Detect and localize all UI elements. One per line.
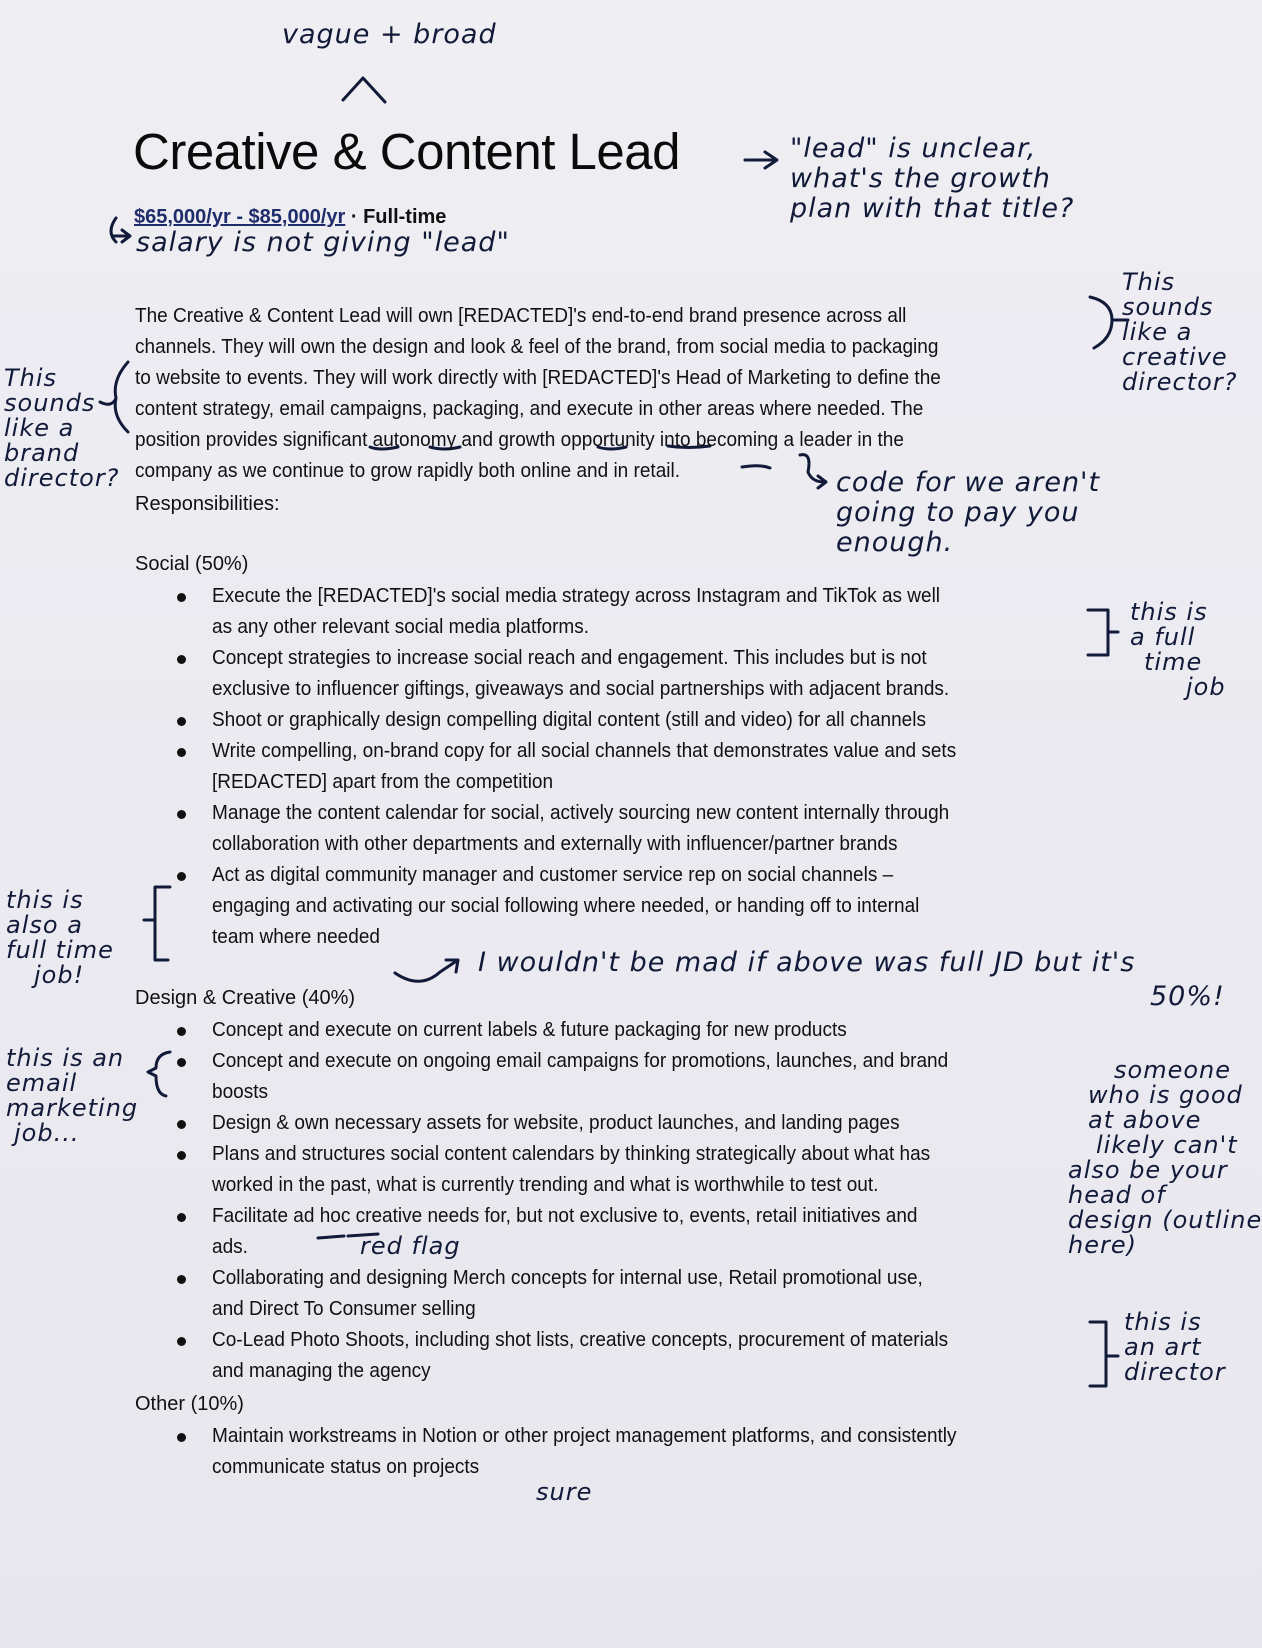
note-line: head of bbox=[1068, 1181, 1166, 1209]
other-list bbox=[135, 1421, 996, 1483]
intro-paragraph bbox=[135, 301, 1095, 487]
note-line: director bbox=[1124, 1358, 1226, 1386]
note-fifty-percent: 50%! bbox=[1150, 981, 1225, 1012]
item-line: ads. bbox=[212, 1236, 248, 1258]
item-line: Concept strategies to increase social reach and engagement. This includes but is not bbox=[212, 647, 927, 669]
note-line: like a bbox=[1122, 318, 1193, 346]
note-code-for-pay bbox=[836, 468, 1100, 558]
item-line: Collaborating and designing Merch concepts for internal use, Retail promotional use, bbox=[212, 1267, 923, 1289]
bullet-icon bbox=[177, 748, 186, 757]
note-line: marketing bbox=[6, 1094, 139, 1122]
note-line: like a bbox=[4, 414, 75, 442]
note-line: job bbox=[1186, 673, 1226, 701]
note-salary: salary is not giving "lead" bbox=[136, 227, 510, 258]
list-item bbox=[135, 1108, 987, 1139]
intro-line: to website to events. They will work directly with [REDACTED]'s Head of Marketing to define the bbox=[135, 367, 941, 389]
note-line: creative bbox=[1122, 343, 1228, 371]
employment-type: Full-time bbox=[363, 206, 447, 228]
design-list bbox=[135, 1015, 987, 1387]
item-line: Execute the [REDACTED]'s social media strategy across Instagram and TikTok as well bbox=[212, 585, 941, 607]
note-head-of-design bbox=[1068, 1058, 1262, 1258]
bullet-icon bbox=[177, 810, 186, 819]
bullet-icon bbox=[177, 1337, 186, 1346]
note-line: this is bbox=[1124, 1308, 1202, 1336]
list-item bbox=[135, 798, 995, 860]
item-line: collaboration with other departments and externally with influencer/partner brands bbox=[212, 833, 898, 855]
note-wouldnt-be-mad: I wouldn't be mad if above was full JD but it's bbox=[478, 947, 1136, 978]
intro-line: content strategy, email campaigns, packaging, and execute in other areas where needed. The bbox=[135, 398, 924, 420]
note-line: this is bbox=[6, 886, 84, 914]
note-line: likely can't bbox=[1096, 1131, 1238, 1159]
responsibilities-label: Responsibilities: bbox=[135, 493, 280, 515]
list-item bbox=[135, 705, 995, 736]
item-line: worked in the past, what is currently trending and what is worthwhile to test out. bbox=[212, 1174, 879, 1196]
bullet-icon bbox=[177, 1120, 186, 1129]
bullet-icon bbox=[177, 717, 186, 726]
list-item bbox=[135, 860, 995, 953]
note-full-time-job bbox=[1130, 600, 1226, 700]
bullet-icon bbox=[177, 1433, 186, 1442]
note-also-full-time bbox=[6, 888, 114, 988]
item-line: and managing the agency bbox=[212, 1360, 431, 1382]
note-line: brand bbox=[4, 439, 80, 467]
note-line: plan with that title? bbox=[790, 193, 1075, 224]
note-creative-director bbox=[1122, 270, 1237, 395]
item-line: Manage the content calendar for social, actively sourcing new content internally through bbox=[212, 802, 950, 824]
bullet-icon bbox=[177, 1058, 186, 1067]
item-line: [REDACTED] apart from the competition bbox=[212, 771, 554, 793]
note-line: going to pay you bbox=[836, 497, 1080, 528]
note-line: director? bbox=[4, 464, 120, 492]
item-line: Shoot or graphically design compelling digital content (still and video) for all channels bbox=[212, 709, 926, 731]
note-line: who is good bbox=[1088, 1081, 1243, 1109]
item-line: Plans and structures social content calendars by thinking strategically about what has bbox=[212, 1143, 931, 1165]
item-line: as any other relevant social media platforms. bbox=[212, 616, 590, 638]
note-line: also a bbox=[6, 911, 83, 939]
note-vague-broad: vague + broad bbox=[282, 19, 497, 50]
bullet-icon bbox=[177, 1151, 186, 1160]
list-item bbox=[135, 581, 995, 643]
intro-line: The Creative & Content Lead will own [REDACTED]'s end-to-end brand presence across all bbox=[135, 305, 907, 327]
item-line: communicate status on projects bbox=[212, 1456, 480, 1478]
note-brand-director bbox=[4, 366, 119, 491]
note-sure: sure bbox=[536, 1478, 593, 1506]
salary-link[interactable]: $65,000/yr - $85,000/yr bbox=[134, 206, 346, 228]
note-line: enough. bbox=[836, 527, 954, 558]
item-line: Co-Lead Photo Shoots, including shot lists, creative concepts, procurement of materials bbox=[212, 1329, 949, 1351]
job-title: Creative & Content Lead bbox=[133, 123, 681, 180]
note-red-flag: red flag bbox=[360, 1232, 461, 1260]
item-line: and Direct To Consumer selling bbox=[212, 1298, 476, 1320]
note-line: someone bbox=[1114, 1056, 1231, 1084]
note-line: director? bbox=[1122, 368, 1238, 396]
social-list bbox=[135, 581, 995, 953]
note-line: sounds bbox=[4, 389, 96, 417]
separator: · bbox=[350, 206, 358, 228]
note-line: design (outline bbox=[1068, 1206, 1262, 1234]
list-item bbox=[135, 1421, 996, 1483]
section-heading-other: Other (10%) bbox=[135, 1393, 244, 1415]
note-line: an art bbox=[1124, 1333, 1202, 1361]
note-line: what's the growth bbox=[790, 163, 1051, 194]
note-lead-unclear bbox=[790, 134, 1074, 224]
list-item bbox=[135, 1201, 987, 1263]
item-line: Concept and execute on ongoing email campaigns for promotions, launches, and brand bbox=[212, 1050, 949, 1072]
section-heading-social: Social (50%) bbox=[135, 553, 249, 575]
section-heading-design: Design & Creative (40%) bbox=[135, 987, 356, 1009]
bullet-icon bbox=[177, 1275, 186, 1284]
intro-line: position provides significant autonomy and growth opportunity into becoming a leader in the bbox=[135, 429, 904, 451]
list-item bbox=[135, 643, 995, 705]
list-item bbox=[135, 1325, 987, 1387]
note-line: job... bbox=[14, 1119, 80, 1147]
item-line: Design & own necessary assets for website, product launches, and landing pages bbox=[212, 1112, 900, 1134]
bullet-icon bbox=[177, 1213, 186, 1222]
list-item bbox=[135, 1139, 987, 1201]
item-line: boosts bbox=[212, 1081, 268, 1103]
item-line: Concept and execute on current labels & future packaging for new products bbox=[212, 1019, 847, 1041]
note-art-director bbox=[1124, 1310, 1226, 1385]
note-line: "lead" is unclear, bbox=[790, 133, 1037, 164]
note-line: time bbox=[1144, 648, 1203, 676]
item-line: Act as digital community manager and customer service rep on social channels – bbox=[212, 864, 894, 886]
item-line: exclusive to influencer giftings, giveaways and social partnerships with adjacent brands. bbox=[212, 678, 950, 700]
list-item bbox=[135, 1046, 987, 1108]
list-item bbox=[135, 1015, 987, 1046]
note-line: at above bbox=[1088, 1106, 1202, 1134]
note-line: also be your bbox=[1068, 1156, 1228, 1184]
item-line: team where needed bbox=[212, 926, 380, 948]
bullet-icon bbox=[177, 1027, 186, 1036]
note-line: this is bbox=[1130, 598, 1208, 626]
note-line: sounds bbox=[1122, 293, 1214, 321]
note-line: This bbox=[4, 364, 58, 392]
note-line: a full bbox=[1130, 623, 1196, 651]
note-line: job! bbox=[34, 961, 85, 989]
bullet-icon bbox=[177, 872, 186, 881]
note-line: here) bbox=[1068, 1231, 1137, 1259]
item-line: Write compelling, on-brand copy for all social channels that demonstrates value and sets bbox=[212, 740, 957, 762]
salary-row bbox=[134, 206, 446, 229]
item-line: engaging and activating our social following where needed, or handing off to internal bbox=[212, 895, 920, 917]
list-item bbox=[135, 1263, 987, 1325]
intro-line: channels. They will own the design and look & feel of the brand, from social media to packaging bbox=[135, 336, 939, 358]
note-line: full time bbox=[6, 936, 114, 964]
item-line: Facilitate ad hoc creative needs for, but not exclusive to, events, retail initiatives and bbox=[212, 1205, 918, 1227]
note-line: code for we aren't bbox=[836, 467, 1101, 498]
list-item bbox=[135, 736, 995, 798]
item-line: Maintain workstreams in Notion or other project management platforms, and consistently bbox=[212, 1425, 957, 1447]
note-email-marketing bbox=[6, 1046, 138, 1146]
intro-line: company as we continue to grow rapidly both online and in retail. bbox=[135, 460, 680, 482]
note-line: this is an bbox=[6, 1044, 125, 1072]
note-line: This bbox=[1122, 268, 1176, 296]
bullet-icon bbox=[177, 655, 186, 664]
bullet-icon bbox=[177, 593, 186, 602]
note-line: email bbox=[6, 1069, 78, 1097]
